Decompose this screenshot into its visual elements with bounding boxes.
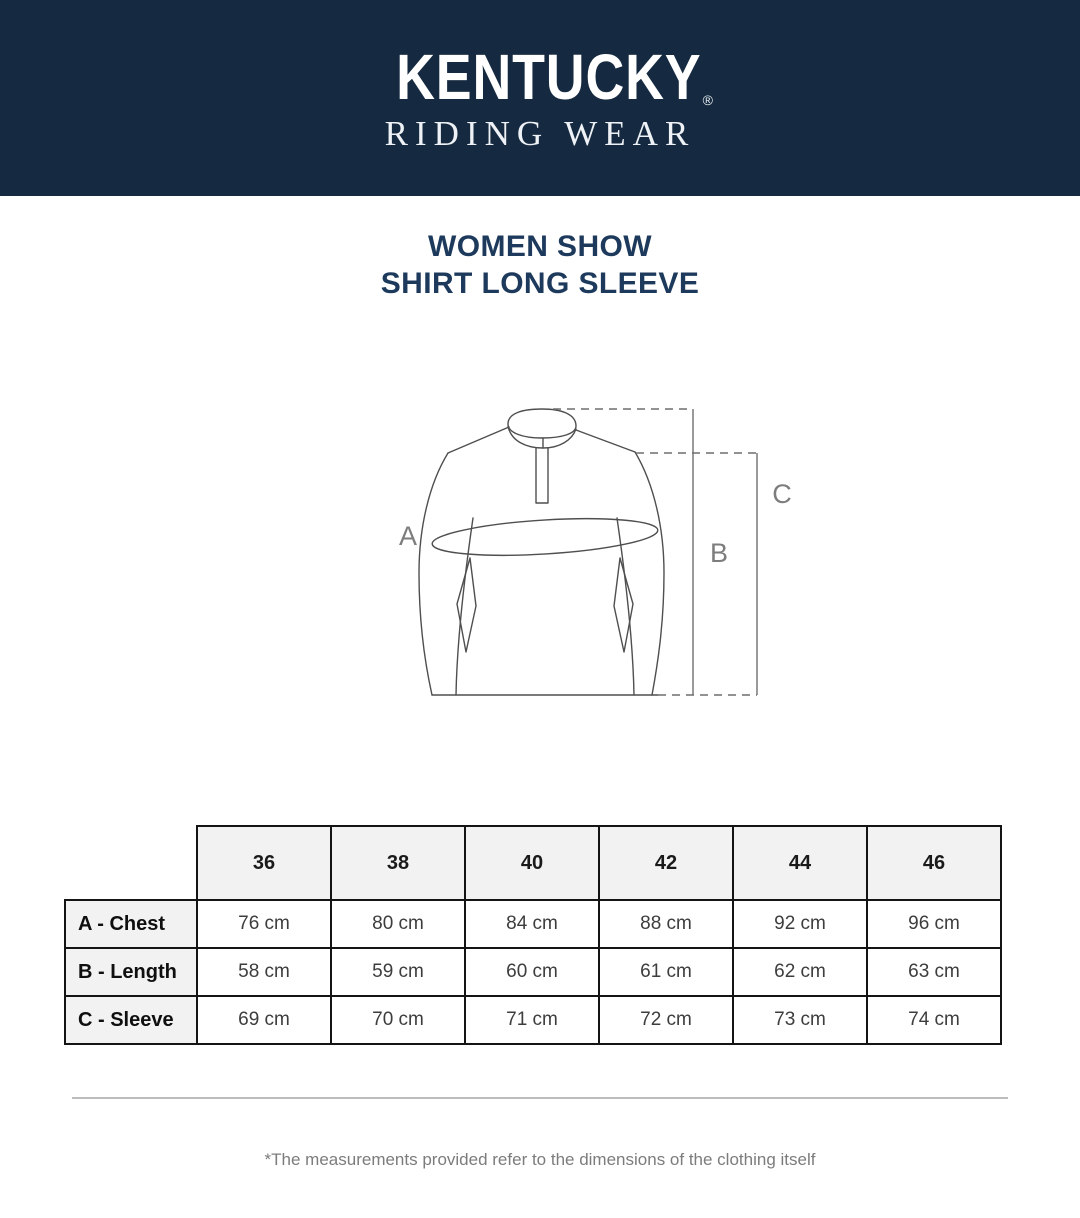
page-title bbox=[0, 228, 1080, 302]
value-cell: 60 cm bbox=[465, 948, 599, 996]
measurement-footnote: *The measurements provided refer to the dimensions of the clothing itself bbox=[264, 1150, 816, 1169]
size-header-cell: 40 bbox=[465, 826, 599, 900]
row-label-cell: A - Chest bbox=[65, 900, 197, 948]
size-header-cell: 38 bbox=[331, 826, 465, 900]
footer-divider bbox=[72, 1097, 1008, 1099]
size-chart-table bbox=[64, 825, 1002, 1045]
value-cell: 70 cm bbox=[331, 996, 465, 1044]
page-title-line2: SHIRT LONG SLEEVE bbox=[380, 267, 700, 300]
size-header-cell: 46 bbox=[867, 826, 1001, 900]
size-header-cell: 44 bbox=[733, 826, 867, 900]
row-label-cell: B - Length bbox=[65, 948, 197, 996]
value-cell: 88 cm bbox=[599, 900, 733, 948]
value-cell: 59 cm bbox=[331, 948, 465, 996]
empty-corner-cell bbox=[65, 826, 197, 900]
shirt-measurement-diagram bbox=[380, 390, 810, 720]
shirt-diagram-svg bbox=[380, 390, 810, 720]
page-title-line1: WOMEN SHOW bbox=[428, 230, 652, 263]
table-row-sleeve bbox=[65, 996, 1001, 1044]
value-cell: 62 cm bbox=[733, 948, 867, 996]
value-cell: 63 cm bbox=[867, 948, 1001, 996]
value-cell: 92 cm bbox=[733, 900, 867, 948]
table-row-chest bbox=[65, 900, 1001, 948]
row-label-cell: C - Sleeve bbox=[65, 996, 197, 1044]
value-cell: 71 cm bbox=[465, 996, 599, 1044]
size-header-cell: 36 bbox=[197, 826, 331, 900]
value-cell: 84 cm bbox=[465, 900, 599, 948]
value-cell: 61 cm bbox=[599, 948, 733, 996]
value-cell: 74 cm bbox=[867, 996, 1001, 1044]
length-measure-label: B bbox=[709, 538, 729, 568]
chest-measure-label: A bbox=[398, 521, 418, 551]
brand-name: KENTUCKY bbox=[396, 41, 702, 113]
value-cell: 80 cm bbox=[331, 900, 465, 948]
registered-trademark-icon: ® bbox=[702, 92, 713, 108]
shirt-outline bbox=[419, 409, 664, 695]
sleeve-measure-label: C bbox=[772, 479, 792, 509]
brand-logo bbox=[367, 41, 713, 113]
brand-tagline: RIDING WEAR bbox=[384, 114, 696, 153]
brand-header bbox=[0, 0, 1080, 196]
value-cell: 73 cm bbox=[733, 996, 867, 1044]
value-cell: 76 cm bbox=[197, 900, 331, 948]
size-header-row bbox=[65, 826, 1001, 900]
value-cell: 96 cm bbox=[867, 900, 1001, 948]
size-header-cell: 42 bbox=[599, 826, 733, 900]
value-cell: 69 cm bbox=[197, 996, 331, 1044]
value-cell: 58 cm bbox=[197, 948, 331, 996]
table-row-length bbox=[65, 948, 1001, 996]
value-cell: 72 cm bbox=[599, 996, 733, 1044]
